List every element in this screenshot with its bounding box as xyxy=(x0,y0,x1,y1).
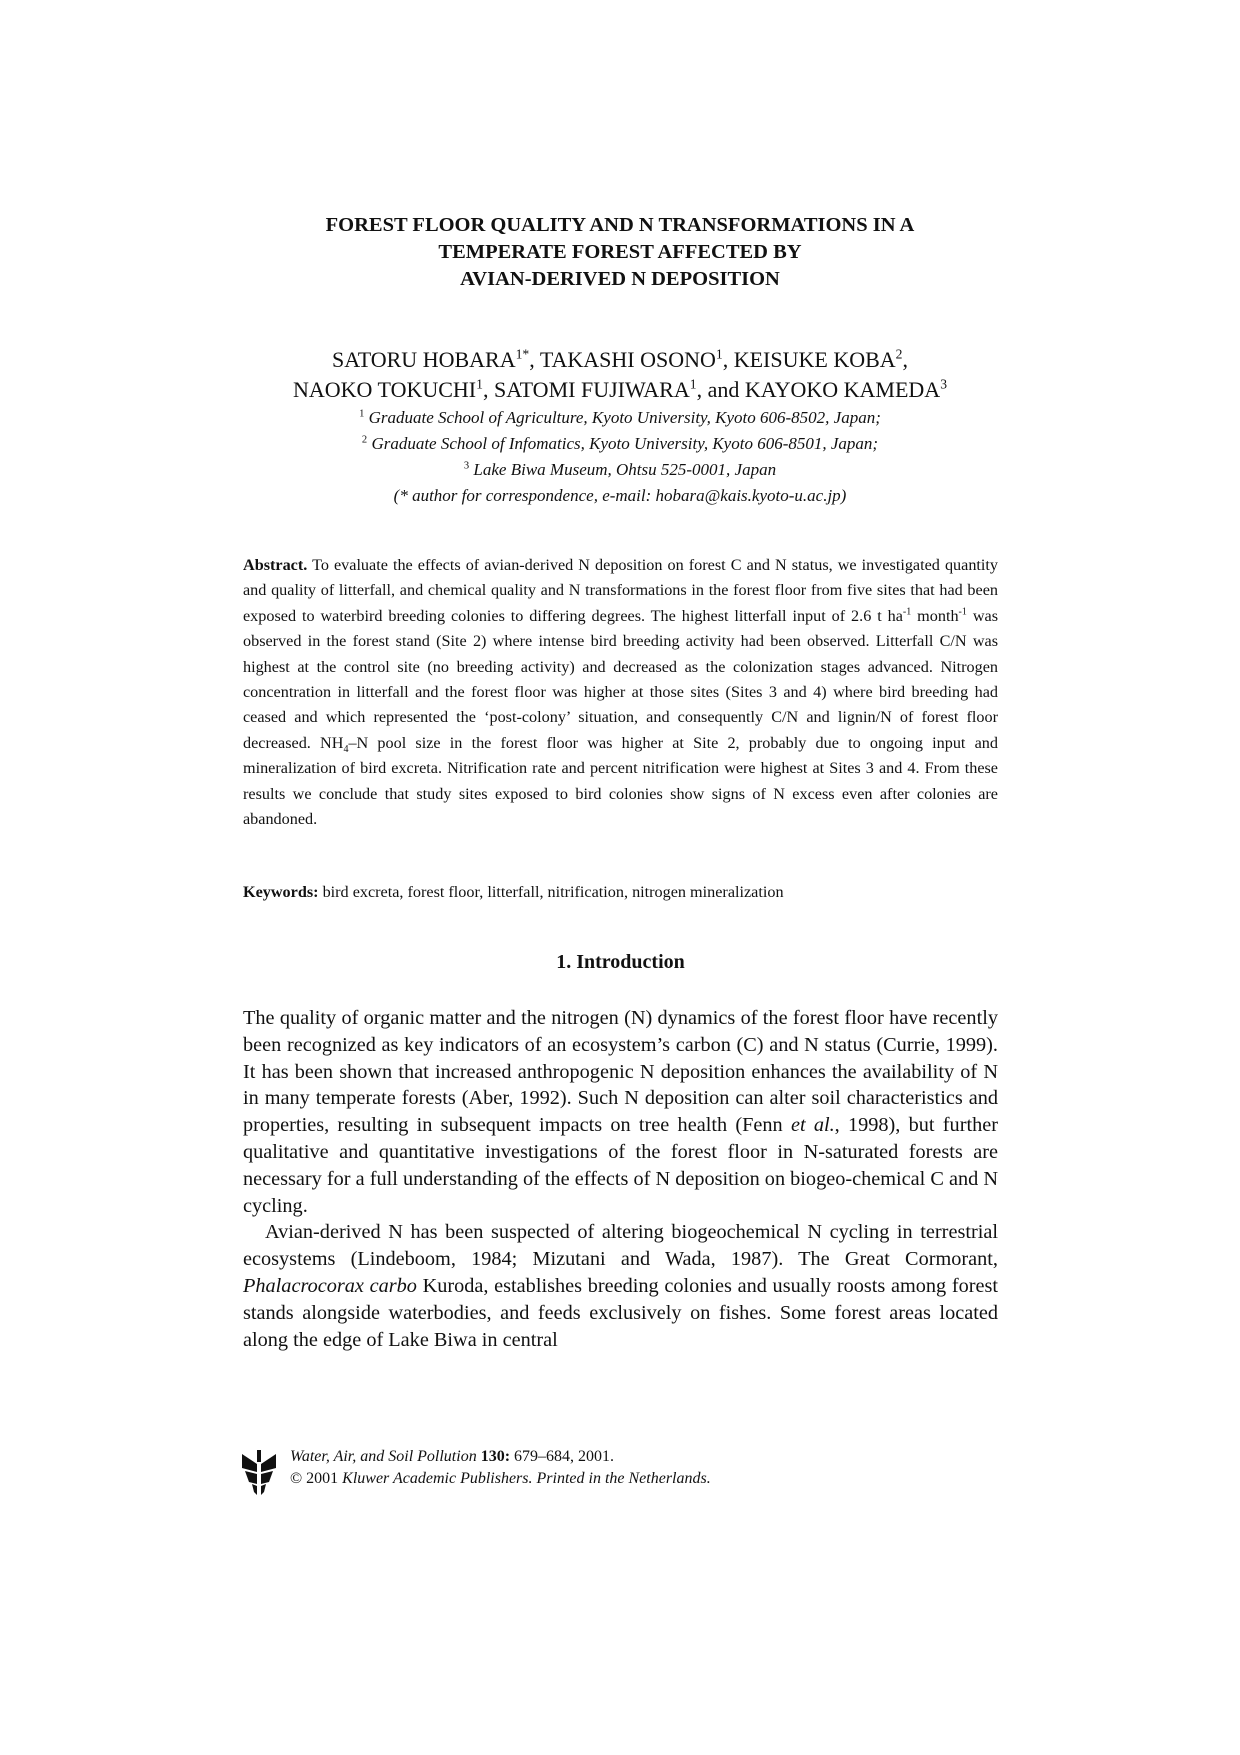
journal-name: Water, Air, and Soil Pollution xyxy=(290,1448,477,1465)
author-affiliation-mark: 1 xyxy=(689,376,697,392)
affiliation-1 xyxy=(200,405,1040,431)
affiliation-2 xyxy=(200,431,1040,457)
author-separator: , xyxy=(902,347,908,372)
abstract-segment: month xyxy=(911,606,959,625)
title-line-2: TEMPERATE FOREST AFFECTED BY xyxy=(438,241,802,263)
abstract-subscript: 4 xyxy=(343,744,349,756)
abstract xyxy=(243,553,998,832)
publisher-name: Kluwer Academic Publishers. Printed in the Netherlands. xyxy=(342,1470,711,1487)
paragraph-segment: Kuroda, establishes breeding colonies and usually roosts among forest stands alongside waterbodies, and feeds exclusively on fishes. Some forest areas located along the edge of Lake Biwa in central xyxy=(243,1274,999,1351)
journal-footer xyxy=(240,1446,1000,1506)
author-name: NAOKO TOKUCHI xyxy=(293,377,477,402)
abstract-segment: was observed in the forest stand (Site 2) where intense bird breeding activity had been observed. Litterfall C/N was highest at the control site (no breeding activity) and decreased as the colonization stages advanced. Nitrogen concentration in litterfall and the forest floor was higher at those sites (Sites 3 and 4) where bird breeding had ceased and which represented the ‘post-colony’ situation, and consequently C/N and lignin/N of forest floor decreased. NH xyxy=(243,606,998,752)
author-name: , KEISUKE KOBA xyxy=(722,347,896,372)
citation-line xyxy=(290,1446,711,1468)
paragraph-segment: , 1998), but further qualitative and quantitative investigations of the forest floor in N-saturated forests are necessary for a full understanding of the effects of N deposition on biogeo-chemical C and N cycling. xyxy=(243,1114,998,1217)
italic-term: et al. xyxy=(790,1114,835,1137)
author-name: , TAKASHI OSONO xyxy=(529,347,716,372)
author-affiliation-mark: 1* xyxy=(515,346,530,362)
author-line-2 xyxy=(200,375,1040,405)
author-name: , SATOMI FUJIWARA xyxy=(482,377,690,402)
journal-pages: 679–684, 2001. xyxy=(510,1448,615,1465)
abstract-segment: To evaluate the effects of avian-derived N deposition on forest C and N status, we investigated quantity and quality of litterfall, and chemical quality and N transformations in the forest floor from five sites that had been exposed to waterbird breeding colonies to differing degrees. The highest litterfall input of 2.6 t ha xyxy=(243,556,998,625)
abstract-label: Abstract. xyxy=(243,556,308,574)
author-name: SATORU HOBARA xyxy=(332,347,516,372)
affiliation-text: Lake Biwa Museum, Ohtsu 525-0001, Japan xyxy=(473,460,777,479)
affiliation-mark: 3 xyxy=(463,460,470,472)
keywords-text: bird excreta, forest floor, litterfall, nitrification, nitrogen mineralization xyxy=(318,883,784,901)
affiliation-3 xyxy=(200,457,1040,483)
intro-paragraph-1 xyxy=(243,1005,998,1219)
affiliation-text: Graduate School of Infomatics, Kyoto University, Kyoto 606-8501, Japan; xyxy=(371,434,879,453)
author-name: , and KAYOKO KAMEDA xyxy=(696,377,941,402)
keywords xyxy=(243,880,998,904)
title-line-1: FOREST FLOOR QUALITY AND N TRANSFORMATIONS IN A xyxy=(325,214,915,236)
paper-title xyxy=(240,212,1000,293)
abstract-segment: –N pool size in the forest floor was higher at Site 2, probably due to ongoing input and mineralization of bird excreta. Nitrification rate and percent nitrification were highest at Sites 3 and 4. From these results we conclude that study sites exposed to bird colonies show signs of N excess even after colonies are abandoned. xyxy=(243,733,998,829)
footer-text xyxy=(290,1446,711,1490)
correspondence-note: (* author for correspondence, e-mail: hobara@kais.kyoto-u.ac.jp) xyxy=(393,486,847,505)
abstract-superscript: -1 xyxy=(958,606,967,618)
author-list xyxy=(200,345,1040,405)
author-line-1 xyxy=(200,345,1040,375)
journal-volume: 130: xyxy=(476,1448,511,1465)
affiliation-list xyxy=(200,405,1040,509)
copyright-year: 2001 xyxy=(302,1470,343,1487)
affiliation-text: Graduate School of Agriculture, Kyoto University, Kyoto 606-8502, Japan; xyxy=(368,408,881,427)
publisher-logo-icon xyxy=(240,1448,278,1496)
intro-paragraph-2 xyxy=(243,1219,998,1353)
introduction-body xyxy=(243,1005,998,1353)
copyright-line xyxy=(290,1468,711,1490)
affiliation-mark: 1 xyxy=(359,408,365,420)
author-affiliation-mark: 2 xyxy=(895,346,903,362)
section-heading: 1. Introduction xyxy=(556,951,685,973)
abstract-text xyxy=(243,553,998,832)
author-affiliation-mark: 1 xyxy=(476,376,483,392)
keywords-label: Keywords: xyxy=(243,883,319,901)
paragraph-segment: Avian-derived N has been suspected of altering biogeochemical N cycling in terrestrial ecosystems (Lindeboom, 1984; Mizutani and Wada, 1987). The Great Cormorant, xyxy=(243,1221,998,1271)
paragraph-segment: The quality of organic matter and the nitrogen (N) dynamics of the forest floor have recently been recognized as key indicators of an ecosystem’s carbon (C) and N status (Currie, 1999). It has been shown that increased anthropogenic N deposition enhances the availability of N in many temperate forests (Aber, 1992). Such N deposition can alter soil characteristics and properties, resulting in subsequent impacts on tree health (Fenn xyxy=(243,1007,998,1137)
author-affiliation-mark: 3 xyxy=(940,376,947,392)
author-affiliation-mark: 1 xyxy=(715,346,723,362)
abstract-superscript: -1 xyxy=(902,606,912,618)
copyright-symbol: © xyxy=(290,1470,303,1487)
title-line-3: AVIAN-DERIVED N DEPOSITION xyxy=(460,268,780,290)
species-name: Phalacrocorax carbo xyxy=(243,1274,417,1297)
affiliation-mark: 2 xyxy=(361,434,368,446)
